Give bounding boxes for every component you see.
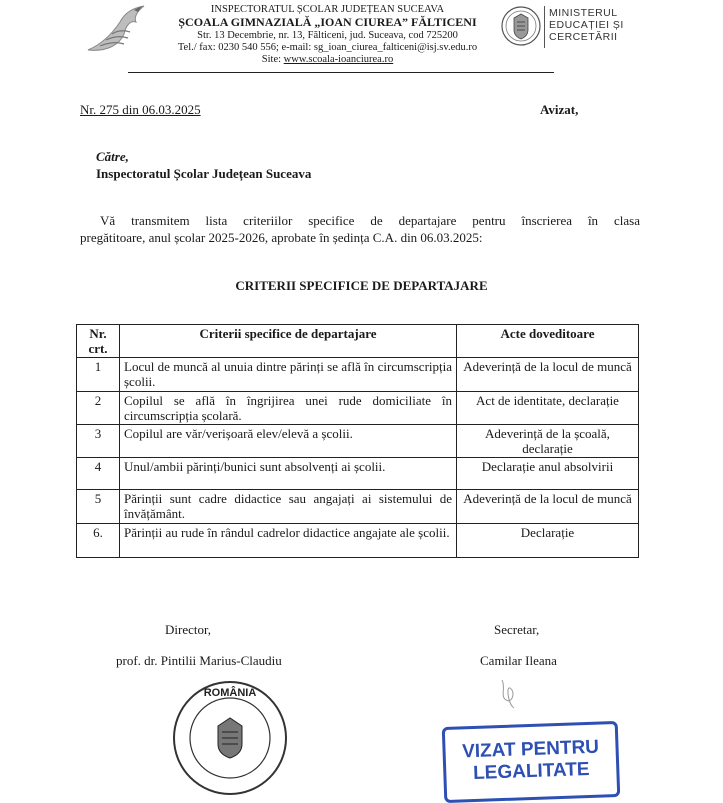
row-criteriu: Unul/ambii părinți/bunici sunt absolvenți ai școlii. <box>120 458 457 490</box>
director-name: prof. dr. Pintilii Marius-Claudiu <box>116 653 282 668</box>
row-nr: 4 <box>77 458 120 490</box>
secretary-name: Camilar Ileana <box>480 653 557 668</box>
document-title: CRITERII SPECIFICE DE DEPARTAJARE <box>235 278 488 293</box>
inspectorate-line: INSPECTORATUL ȘCOLAR JUDEȚEAN SUCEAVA <box>210 4 445 15</box>
school-round-stamp <box>160 676 300 796</box>
row-nr: 6. <box>77 524 120 558</box>
intro-line-1: Vă transmitem lista criteriilor specifice de departajare pentru înscrierea în clasa <box>100 213 640 228</box>
recipient: Inspectoratul Școlar Județean Suceava <box>96 166 312 181</box>
intro-line-2: pregătitoare, anul școlar 2025-2026, aprobate în ședința C.A. din 06.03.2025: <box>80 230 483 245</box>
school-site <box>155 54 500 67</box>
ministry-emblem-icon <box>500 4 542 52</box>
to-label: Către, <box>96 149 129 164</box>
ministry-line-2: EDUCAȚIEI ȘI <box>549 19 624 31</box>
secretary-label: Secretar, <box>494 622 540 637</box>
ministry-name <box>549 7 624 43</box>
row-nr: 2 <box>77 392 120 425</box>
header-criterii: Criterii specifice de departajare <box>120 325 457 358</box>
row-criteriu: Locul de muncă al unuia dintre părinți se află în circumscripția școlii. <box>120 358 457 392</box>
director-label: Director, <box>165 622 212 637</box>
row-criteriu: Copilul se află în îngrijirea unei rude domiciliate în circumscripția școlară. <box>120 392 457 425</box>
table-row <box>77 458 639 490</box>
table-row <box>77 392 639 425</box>
table-header-row <box>77 325 639 358</box>
row-nr: 5 <box>77 490 120 524</box>
table-row <box>77 490 639 524</box>
ministry-divider <box>544 6 545 48</box>
table-row <box>77 358 639 392</box>
table-row <box>77 524 639 558</box>
visa-line-1: VIZAT PENTRU <box>461 736 600 763</box>
criteria-table <box>76 324 639 558</box>
row-acte: Declarație anul absolvirii <box>457 458 639 490</box>
row-acte: Act de identitate, declarație <box>457 392 639 425</box>
row-nr: 1 <box>77 358 120 392</box>
stamp-romania: ROMÂNIA <box>203 687 257 699</box>
row-criteriu: Copilul are văr/verișoară elev/elevă a școlii. <box>120 425 457 458</box>
registration-number: Nr. 275 din 06.03.2025 <box>80 102 201 117</box>
row-acte: Adeverință de la locul de muncă <box>457 358 639 392</box>
row-nr: 3 <box>77 425 120 458</box>
secretary-signature <box>494 674 534 714</box>
school-bird-logo <box>84 4 154 58</box>
school-contact: Tel./ fax: 0230 540 556; e-mail: sg_ioan_ciurea_falticeni@isj.sv.edu.ro <box>177 42 478 53</box>
site-label: Site: <box>261 54 282 65</box>
table-row <box>77 425 639 458</box>
site-link[interactable]: www.scoala-ioanciurea.ro <box>283 54 394 65</box>
row-criteriu: Părinții sunt cadre didactice sau angajați ai sistemului de învățământ. <box>120 490 457 524</box>
avizat-label: Avizat, <box>540 102 579 117</box>
row-acte: Adeverință de la locul de muncă <box>457 490 639 524</box>
ministry-line-1: MINISTERUL <box>549 7 618 19</box>
school-name: ȘCOALA GIMNAZIALĂ „IOAN CIUREA” FĂLTICENI <box>178 15 477 29</box>
row-criteriu: Părinții au rude în rândul cadrelor didactice angajate ale școlii. <box>120 524 457 558</box>
row-acte: Adeverință de la școală, declarație <box>457 425 639 458</box>
row-acte: Declarație <box>457 524 639 558</box>
header-acte: Acte doveditoare <box>457 325 639 358</box>
legality-stamp <box>442 721 621 803</box>
school-address: Str. 13 Decembrie, nr. 13, Fălticeni, jud. Suceava, cod 725200 <box>197 30 458 41</box>
ministry-line-3: CERCETĂRII <box>549 31 618 43</box>
visa-line-2: LEGALITATE <box>472 758 590 785</box>
header-nr: Nr. crt. <box>77 325 120 358</box>
header-rule <box>128 72 554 73</box>
